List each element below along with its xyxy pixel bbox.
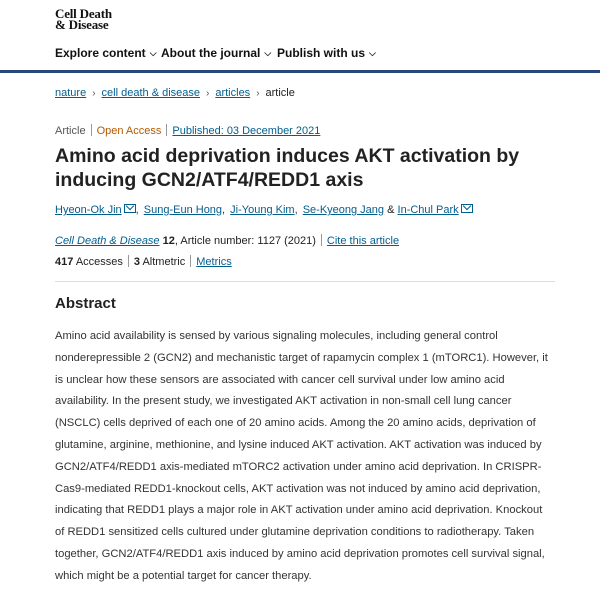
- author-link[interactable]: Hyeon-Ok Jin: [55, 204, 122, 216]
- cite-this-article-link[interactable]: Cite this article: [326, 235, 400, 247]
- logo-line-2: & Disease: [55, 17, 109, 32]
- site-header: [0, 0, 600, 36]
- nav-label: Explore content: [55, 46, 146, 60]
- published-date-link[interactable]: Published: 03 December 2021: [172, 125, 321, 137]
- author-link[interactable]: Se-Kyeong Jang: [302, 204, 385, 216]
- chevron-down-icon: ⌵: [149, 48, 157, 58]
- journal-logo[interactable]: [55, 8, 112, 30]
- author-list: Hyeon-Ok Jin , Sung-Eun Hong, Ji-Young Kim, Se-Kyeong Jang & In-Chul Park: [55, 204, 473, 216]
- volume: 12: [162, 235, 175, 247]
- metrics-line: [55, 255, 232, 268]
- nav-about-journal[interactable]: [161, 46, 271, 60]
- chevron-right-icon: ›: [256, 88, 260, 99]
- divider: [166, 124, 167, 136]
- divider: [190, 255, 191, 267]
- divider: [321, 234, 322, 246]
- accesses-count: 417: [55, 256, 74, 268]
- article-title: Amino acid deprivation induces AKT activation by inducing GCN2/ATF4/REDD1 axis: [55, 145, 520, 191]
- logo-line-1: Cell Death: [55, 6, 112, 21]
- abstract-text: Amino acid availability is sensed by various signaling molecules, including general control nonderepressible 2 (GCN2) and mechanistic target of rapamycin complex 1 (mTORC1). However, it is unclear how these sensors are associated with cancer cell survival under low amino acid availability. In the present study, we investigated AKT activation in non-small cell lung cancer (NSCLC) cells deprived of each one of 20 amino acids. Among the 20 amino acids, deprivation of glutamine, arginine, methionine, and lysine induced AKT activation. AKT activation was induced by GCN2/ATF4/REDD1 axis-mediated mTORC2 activation under amino acid deprivation. In CRISPR-Cas9-mediated REDD1-knockout cells, AKT activation was not induced by amino acid deprivation, indicating that REDD1 plays a major role in AKT activation under amino acid deprivation. Knockout of REDD1 sensitized cells cultured under glutamine deprivation conditions to radiotherapy. Taken together, GCN2/ATF4/REDD1 axis induced by amino acid deprivation promotes cell survival signal, which might be a potential target for cancer therapy.: [55, 330, 548, 582]
- metrics-link[interactable]: Metrics: [196, 256, 232, 268]
- author-joiner: &: [387, 204, 395, 216]
- abstract-heading: Abstract: [55, 295, 116, 312]
- author-link[interactable]: In-Chul Park: [397, 204, 459, 216]
- chevron-down-icon: ⌵: [264, 48, 272, 58]
- journal-link[interactable]: Cell Death & Disease: [55, 235, 160, 247]
- breadcrumb: [55, 87, 295, 99]
- article-meta: [55, 124, 320, 137]
- mail-icon[interactable]: [124, 204, 136, 213]
- chevron-right-icon: ›: [92, 88, 96, 99]
- chevron-right-icon: ›: [206, 88, 210, 99]
- divider: [128, 255, 129, 267]
- nav-explore-content[interactable]: [55, 46, 157, 60]
- nav-label: About the journal: [161, 46, 261, 60]
- mail-icon[interactable]: [461, 204, 473, 213]
- breadcrumb-current: article: [265, 87, 295, 99]
- divider: [91, 124, 92, 136]
- section-divider: [55, 281, 555, 282]
- breadcrumb-journal[interactable]: cell death & disease: [101, 87, 200, 99]
- open-access-badge: Open Access: [96, 125, 162, 137]
- nav-divider: [0, 70, 600, 73]
- citation-line: [55, 234, 399, 247]
- nav-label: Publish with us: [277, 46, 366, 60]
- author-link[interactable]: Ji-Young Kim: [230, 204, 295, 216]
- altmetric-label: Altmetric: [142, 256, 186, 268]
- altmetric-count: 3: [133, 256, 141, 268]
- article-number: , Article number: 1127 (2021): [174, 235, 316, 247]
- main-nav: [0, 36, 600, 70]
- chevron-down-icon: ⌵: [369, 48, 376, 58]
- breadcrumb-nature[interactable]: nature: [55, 87, 87, 99]
- article-type: Article: [55, 125, 86, 137]
- accesses-label: Accesses: [75, 256, 123, 268]
- author-link[interactable]: Sung-Eun Hong: [143, 204, 223, 216]
- nav-publish-with-us[interactable]: [277, 46, 376, 60]
- breadcrumb-articles[interactable]: articles: [215, 87, 251, 99]
